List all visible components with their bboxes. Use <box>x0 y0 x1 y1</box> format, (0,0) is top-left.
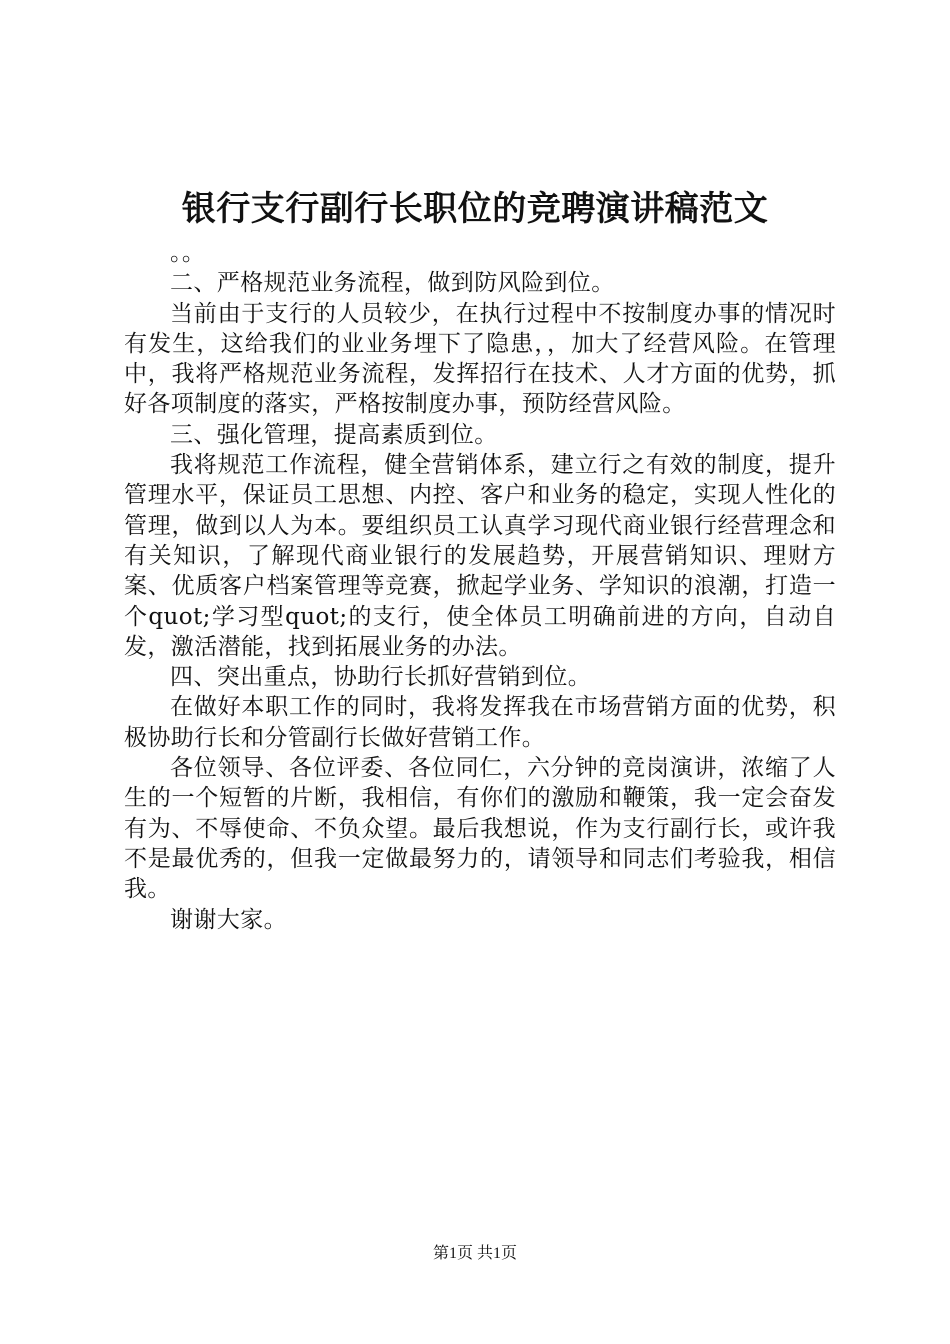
closing-line: 谢谢大家。 <box>170 906 287 933</box>
paragraph: 当前由于支行的人员较少，在执行过程中不按制度办事的情况时有发生，这给我们的业业务埋下了隐患，，加大了经营风险。在管理中，我将严格规范业务流程，发挥招行在技术、人才方面的优势，抓好各项制度的落实，严格按制度办事，预防经营风险。 <box>124 300 836 418</box>
paragraph: 。。 <box>170 240 206 266</box>
section-heading: 四、突出重点，协助行长抓好营销到位。 <box>170 664 592 691</box>
document-title: 银行支行副行长职位的竞聘演讲稿范文 <box>181 189 769 229</box>
section-heading: 二、严格规范业务流程，做到防风险到位。 <box>170 270 615 297</box>
section-heading: 三、强化管理，提高素质到位。 <box>170 421 498 448</box>
document-body <box>124 238 836 935</box>
page-number-footer: 第1页 共1页 <box>432 1245 517 1262</box>
paragraph: 各位领导、各位评委、各位同仁，六分钟的竞岗演讲，浓缩了人生的一个短暂的片断，我相信，有你们的激励和鞭策，我一定会奋发有为、不辱使命、不负众望。最后我想说，作为支行副行长，或许我不是最优秀的，但我一定做最努力的，请领导和同志们考验我，相信我。 <box>124 755 836 903</box>
paragraph: 我将规范工作流程，健全营销体系，建立行之有效的制度，提升管理水平，保证员工思想、内控、客户和业务的稳定，实现人性化的管理，做到以人为本。要组织员工认真学习现代商业银行经营理念和有关知识，了解现代商业银行的发展趋势，开展营销知识、理财方案、优质客户档案管理等竞赛，掀起学业务、学知识的浪潮，打造一个quot;学习型quot;的支行，使全体员工明确前进的方向，自动自发，激活潜能，找到拓展业务的办法。 <box>124 452 836 660</box>
paragraph: 在做好本职工作的同时，我将发挥我在市场营销方面的优势，积极协助行长和分管副行长做好营销工作。 <box>124 694 836 751</box>
